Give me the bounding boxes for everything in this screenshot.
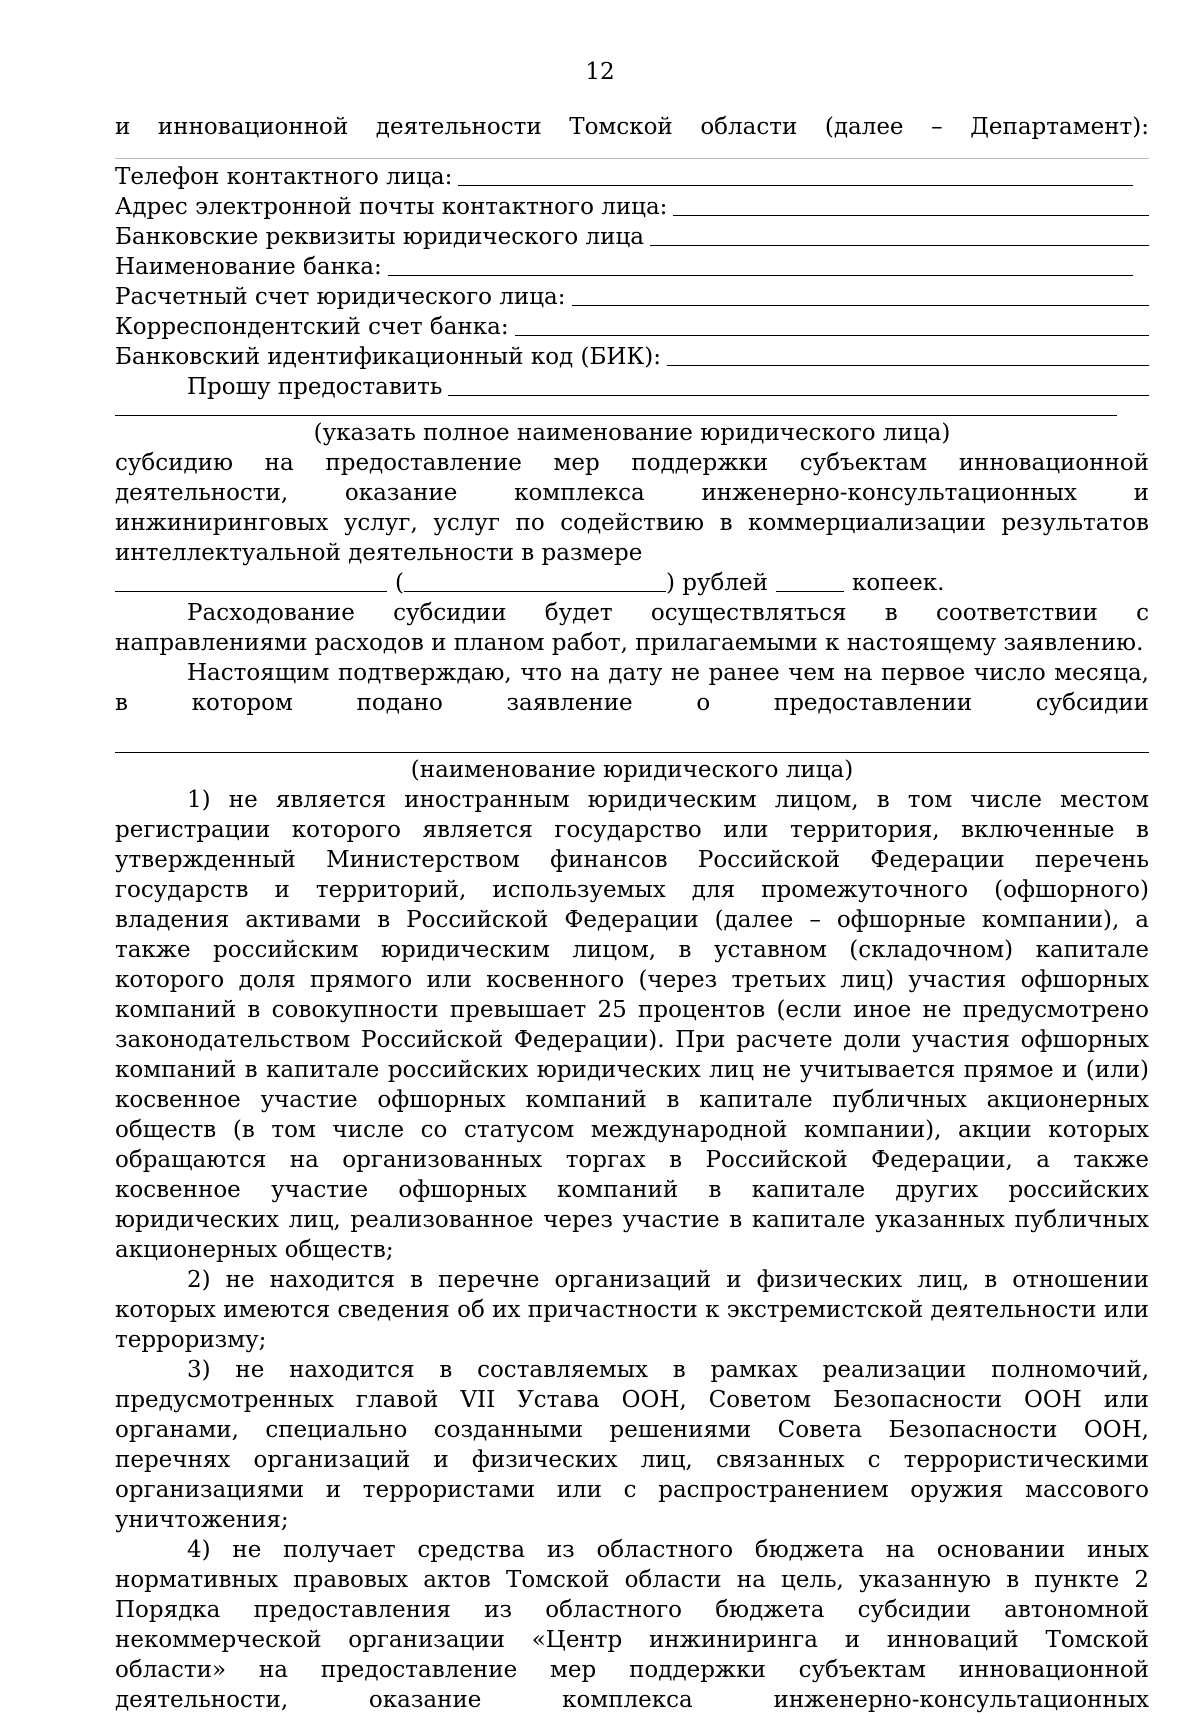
settlement-account-field[interactable]	[115, 282, 1149, 312]
amount-rubles-label: ) рублей	[665, 570, 768, 596]
request-label: Прошу предоставить	[187, 374, 443, 400]
amount-kopecks-label: копеек.	[851, 570, 945, 596]
bik-label: Банковский идентификационный код (БИК):	[115, 344, 661, 370]
correspondent-account-field[interactable]	[115, 312, 1149, 342]
contact-email-blank[interactable]	[673, 215, 1149, 216]
bank-name-field[interactable]	[115, 252, 1149, 282]
full-name-caption: (указать полное наименование юридического лица)	[313, 420, 951, 446]
contact-email-label: Адрес электронной почты контактного лица:	[115, 194, 668, 220]
bik-field[interactable]	[115, 342, 1149, 372]
settlement-account-blank[interactable]	[572, 305, 1149, 306]
bank-name-blank[interactable]	[388, 275, 1133, 276]
page-number: 12	[585, 59, 615, 85]
contact-phone-blank[interactable]	[458, 185, 1133, 186]
bank-details-field[interactable]	[115, 222, 1149, 252]
amount-line	[115, 568, 1149, 598]
bank-details-label: Банковские реквизиты юридического лица	[115, 224, 644, 250]
item-4: 4) не получает средства из областного бюджета на основании иных нормативных правовых актов Томской области на цель, указанную в пункте 2 Порядка предоставления из областного бюджета субсидии автономной некоммерческой организации «Центр инжиниринга и инноваций Томской области» на предоставление мер поддержки субъектам инновационной деятельности, оказание комплекса инженерно-консультационных	[115, 1537, 1149, 1713]
bank-details-blank[interactable]	[650, 245, 1149, 246]
correspondent-account-label: Корреспондентский счет банка:	[115, 314, 509, 340]
item-1: 1) не является иностранным юридическим лицом, в том числе местом регистрации которого является государство или территория, включенные в утвержденный Министерством финансов Российской Федерации перечень государств и территорий, используемых для промежуточного (офшорного) владения активами в Российской Федерации (далее – офшорные компании), а также российским юридическим лицом, в уставном (складочном) капитале которого доля прямого или косвенного (через третьих лиц) участия офшорных компаний в совокупности превышает 25 процентов (если иное не предусмотрено законодательством Российской Федерации). При расчете доли участия офшорных компаний в капитале российских юридических лиц не учитывается прямое и (или) косвенное участие офшорных компаний в капитале публичных акционерных обществ (в том числе со статусом международной компании), акции которых обращаются на организованных торгах в Российской Федерации, а также косвенное участие офшорных компаний в капитале других российских юридических лиц, реализованное через участие в капитале указанных публичных акционерных обществ;	[115, 787, 1149, 1263]
amount-words-blank[interactable]	[404, 591, 666, 592]
subsidy-text: субсидию на предоставление мер поддержки субъектам инновационной деятельности, оказание комплекса инженерно-консультационных и инжиниринговых услуг, услуг по содействию в коммерциализации результатов интеллектуальной деятельности в размере	[115, 450, 1149, 566]
confirm-paragraph: Настоящим подтверждаю, что на дату не ранее чем на первое число месяца, в котором подано заявление о предоставлении субсидии	[115, 660, 1149, 716]
correspondent-account-blank[interactable]	[515, 335, 1149, 336]
legal-name-caption: (наименование юридического лица)	[410, 757, 854, 783]
bik-blank[interactable]	[667, 365, 1149, 366]
settlement-account-label: Расчетный счет юридического лица:	[115, 284, 566, 310]
contact-email-field[interactable]	[115, 192, 1149, 222]
item-2: 2) не находится в перечне организаций и физических лиц, в отношении которых имеются сведения об их причастности к экстремистской деятельности или терроризму;	[115, 1267, 1149, 1353]
bank-name-label: Наименование банка:	[115, 254, 382, 280]
request-blank[interactable]	[448, 395, 1149, 396]
item-3: 3) не находится в составляемых в рамках реализации полномочий, предусмотренных главой VII Устава ООН, Советом Безопасности ООН или органами, специально созданными решениями Совета Безопасности ООН, перечнях организаций и физических лиц, связанных с террористическими организациями и террористами или с распространением оружия массового уничтожения;	[115, 1357, 1149, 1533]
amount-kopecks-blank[interactable]	[776, 591, 844, 592]
amount-open-paren: (	[395, 570, 404, 596]
amount-number-blank[interactable]	[115, 591, 387, 592]
contact-phone-label: Телефон контактного лица:	[115, 164, 453, 190]
document-body	[115, 112, 1149, 1715]
spending-paragraph: Расходование субсидии будет осуществляться в соответствии с направлениями расходов и планом работ, прилагаемыми к настоящему заявлению.	[115, 600, 1149, 656]
request-field[interactable]	[115, 372, 1149, 402]
contact-phone-field[interactable]	[115, 162, 1149, 192]
intro-line: и инновационной деятельности Томской области (далее – Департамент):	[115, 114, 1149, 140]
